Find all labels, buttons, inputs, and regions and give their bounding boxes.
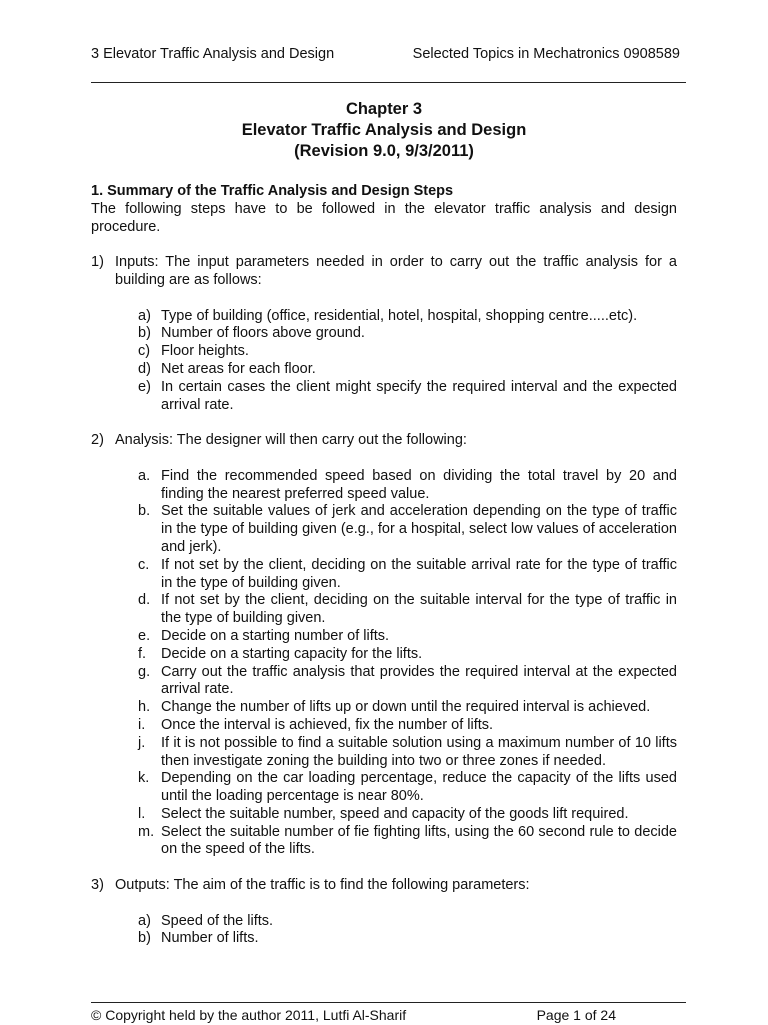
list-item xyxy=(138,379,677,415)
list-item-marker: d) xyxy=(138,360,151,377)
header-course-title: Selected Topics in Mechatronics 0908589 xyxy=(412,46,680,62)
list-item-marker: c. xyxy=(138,556,150,573)
list-item xyxy=(138,770,677,806)
list-item-text: Net areas for each floor. xyxy=(161,360,316,377)
list-item-text: Depending on the car loading percentage, reduce the capacity of the lifts used until the loading percentage is near 80%. xyxy=(161,770,677,805)
header-chapter-title: 3 Elevator Traffic Analysis and Design xyxy=(91,46,335,62)
list-item-marker: b) xyxy=(138,325,151,342)
list-item xyxy=(138,930,677,948)
list-item-text: If not set by the client, deciding on the suitable arrival rate for the type of traffic in the type of building given. xyxy=(161,556,677,591)
list-item-text: Speed of the lifts. xyxy=(161,912,274,929)
list-item-text: Type of building (office, residential, hotel, hospital, shopping centre.....etc). xyxy=(161,307,638,324)
list-item-marker: e) xyxy=(138,378,151,395)
chapter-number: Chapter 3 xyxy=(345,100,423,118)
list-item-text: Number of floors above ground. xyxy=(161,325,365,342)
step-text: Analysis: The designer will then carry out the following: xyxy=(115,432,467,449)
list-item-marker: c) xyxy=(138,343,151,360)
list-item xyxy=(138,699,677,717)
list-item xyxy=(138,343,677,361)
list-item-marker: b) xyxy=(138,930,151,947)
section-heading: 1. Summary of the Traffic Analysis and Design Steps xyxy=(91,183,454,199)
page-header xyxy=(91,45,686,83)
list-item xyxy=(138,717,677,735)
list-item-text: Floor heights. xyxy=(161,343,249,360)
list-item-text: Select the suitable number, speed and capacity of the goods lift required. xyxy=(161,805,629,822)
list-item xyxy=(138,735,677,771)
list-item-marker: d. xyxy=(138,592,151,609)
list-item-text: If it is not possible to find a suitable solution using a maximum number of 10 lifts then investigate zoning the building into two or three zones if needed. xyxy=(161,734,677,769)
list-item-text: Once the interval is achieved, fix the number of lifts. xyxy=(161,716,494,733)
list-item-text: Select the suitable number of fie fighting lifts, using the 60 second rule to decide on the speed of the lifts. xyxy=(161,823,677,858)
list-item xyxy=(138,664,677,700)
list-item-text: If not set by the client, deciding on the suitable interval for the type of traffic in the type of building given. xyxy=(161,592,677,627)
list-item-text: Number of lifts. xyxy=(161,930,259,947)
list-item xyxy=(138,824,677,860)
list-item-marker: h. xyxy=(138,699,151,716)
list-item-text: Change the number of lifts up or down until the required interval is achieved. xyxy=(161,699,651,716)
list-item-text: In certain cases the client might specify the required interval and the expected arrival rate. xyxy=(161,378,677,413)
list-item-marker: g. xyxy=(138,663,151,680)
chapter-title-block xyxy=(91,99,677,162)
footer-page-number: Page 1 of 24 xyxy=(536,1007,616,1023)
list-item xyxy=(138,468,677,504)
list-item xyxy=(138,646,677,664)
step-item xyxy=(91,432,677,450)
list-item-marker: l. xyxy=(138,805,146,822)
list-item xyxy=(138,325,677,343)
list-item-marker: k. xyxy=(138,770,150,787)
step-number: 2) xyxy=(91,432,104,449)
step-item xyxy=(91,877,677,895)
list-item-text: Decide on a starting capacity for the lifts. xyxy=(161,645,423,662)
list-item-marker: a) xyxy=(138,912,151,929)
list-item xyxy=(138,503,677,556)
list-item-marker: f. xyxy=(138,645,147,662)
step-text: Inputs: The input parameters needed in order to carry out the traffic analysis for a building are as follows: xyxy=(115,254,677,288)
list-item-marker: e. xyxy=(138,627,151,644)
steps-list xyxy=(91,254,677,948)
list-item xyxy=(138,557,677,593)
list-item-marker: j. xyxy=(138,734,146,751)
step-item xyxy=(91,254,677,290)
chapter-revision: (Revision 9.0, 9/3/2011) xyxy=(294,142,474,160)
step-sublist xyxy=(138,913,677,949)
list-item-marker: b. xyxy=(138,503,151,520)
list-item xyxy=(138,628,677,646)
list-item-text: Carry out the traffic analysis that provides the required interval at the expected arrival rate. xyxy=(161,663,677,698)
list-item xyxy=(138,308,677,326)
step-number: 3) xyxy=(91,877,104,894)
list-item xyxy=(138,806,677,824)
step-sublist xyxy=(138,308,677,415)
step-sublist xyxy=(138,468,677,860)
list-item xyxy=(138,913,677,931)
chapter-name: Elevator Traffic Analysis and Design xyxy=(241,121,527,139)
list-item-marker: m. xyxy=(138,823,155,840)
footer-copyright: © Copyright held by the author 2011, Lutfi Al-Sharif xyxy=(91,1007,407,1023)
section-intro: The following steps have to be followed in the elevator traffic analysis and design procedure. xyxy=(91,200,677,235)
step-number: 1) xyxy=(91,254,104,271)
step-text: Outputs: The aim of the traffic is to find the following parameters: xyxy=(115,877,530,894)
list-item-marker: a) xyxy=(138,307,151,324)
list-item-marker: a. xyxy=(138,467,151,484)
list-item xyxy=(138,592,677,628)
list-item-text: Decide on a starting number of lifts. xyxy=(161,627,390,644)
list-item-marker: i. xyxy=(138,716,146,733)
list-item-text: Find the recommended speed based on dividing the total travel by 20 and finding the nearest preferred speed value. xyxy=(161,467,677,502)
page-content xyxy=(91,99,677,948)
page-footer xyxy=(91,1002,686,1023)
list-item xyxy=(138,361,677,379)
list-item-text: Set the suitable values of jerk and acceleration depending on the type of traffic in the type of building given (e.g., for a hospital, select low values of acceleration and jerk). xyxy=(161,503,677,555)
